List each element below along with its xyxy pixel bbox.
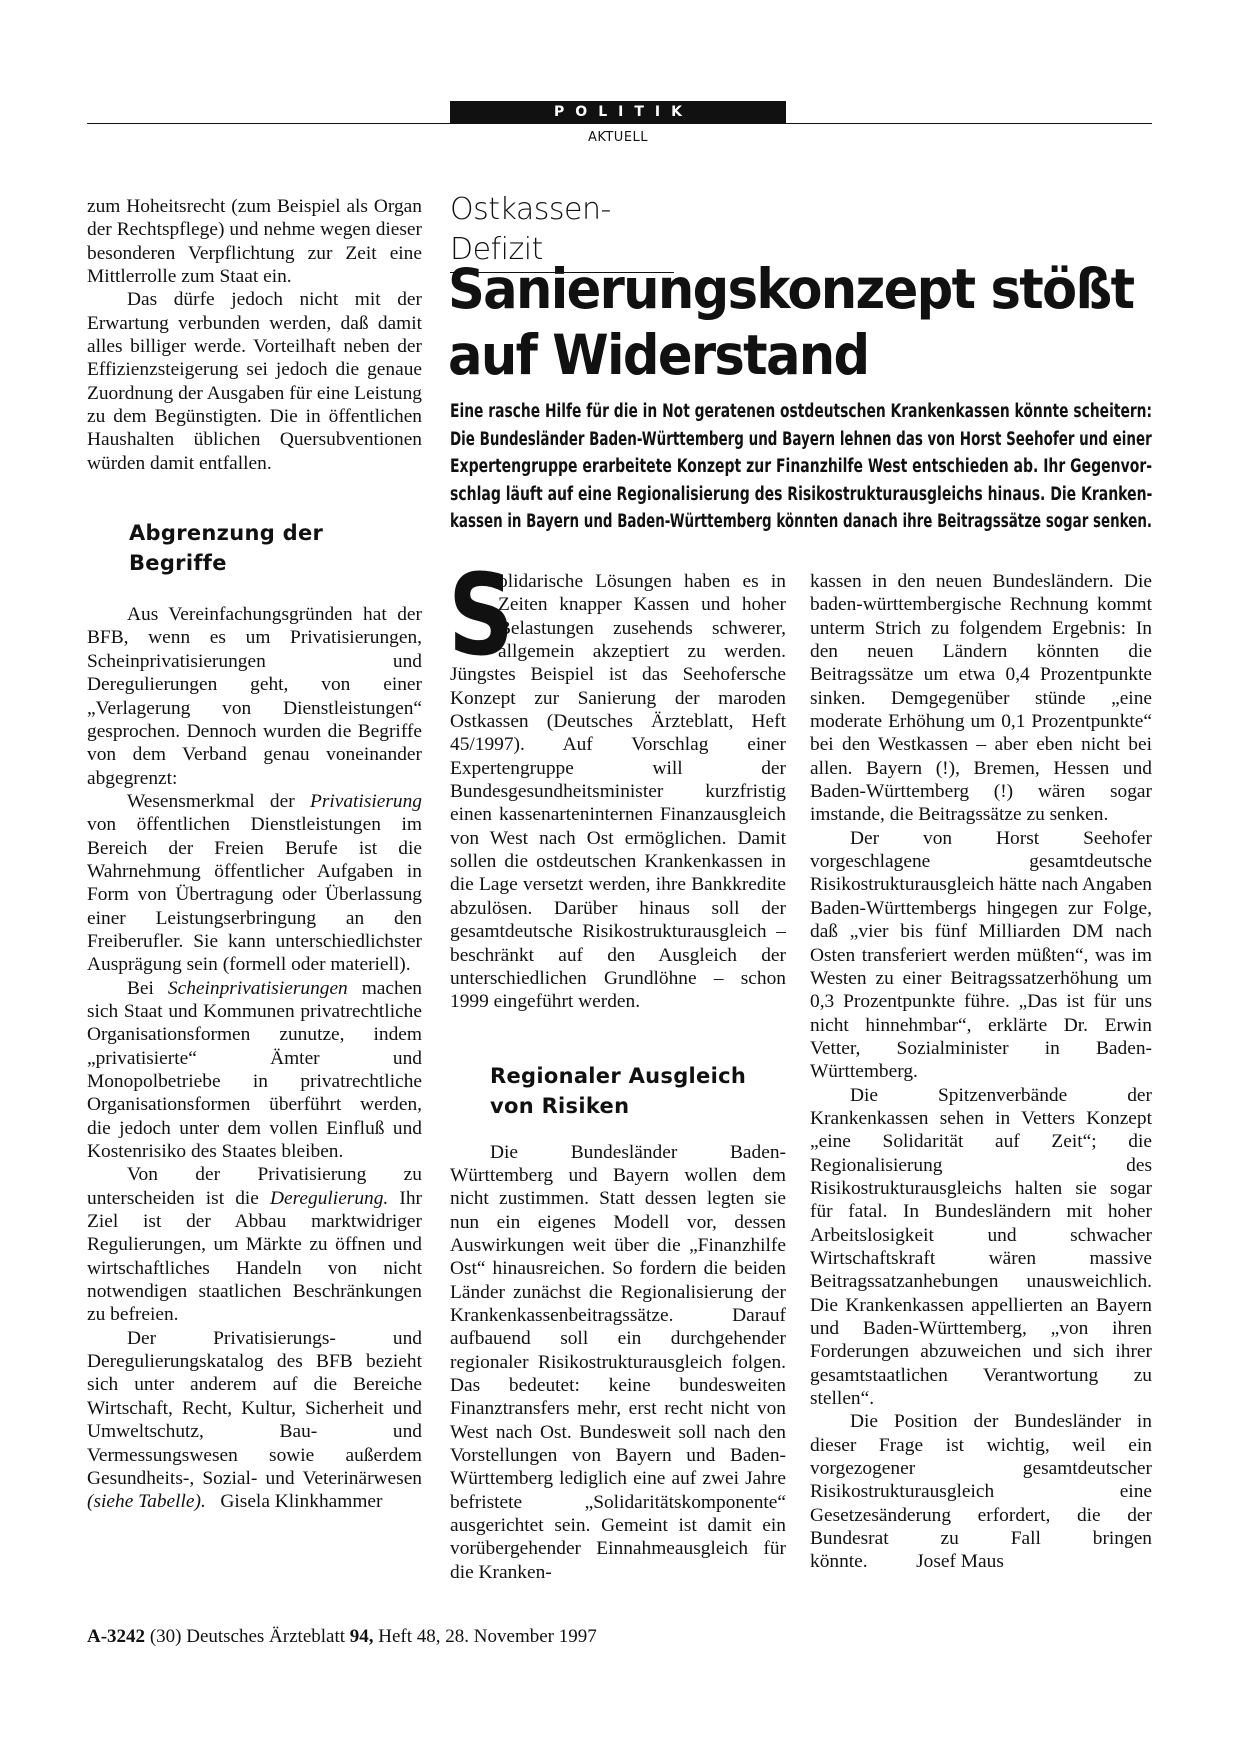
- subheading-line: Begriffe: [129, 551, 227, 576]
- subheading-line: Regionaler Ausgleich: [490, 1063, 747, 1088]
- paragraph: [810, 1410, 1152, 1573]
- paragraph: Die Spitzenverbände der Krankenkassen sehen in Vetters Konzept „eine Solidarität auf Zeit“; die Regionalisierung des Risikostrukturausgleichs halten sie sogar für fatal. In Bundesländern mit hoher Arbeitslosigkeit und schwacher Wirtschaftskraft wären massive Beitragssatzanhebungen unausweichlich. Die Krankenkassen appellierten an Bayern und Baden-Württemberg, „von ihren Forderungen abzuweichen und sich ihrer gesamtstaatlichen Verantwortung zu stellen“.: [810, 1084, 1152, 1410]
- author: Josef Maus: [916, 1551, 1004, 1573]
- paragraph: Das dürfe jedoch nicht mit der Erwartung verbunden werden, daß damit alles billiger werde. Vorteilhaft neben der Effizienzsteigerung sei jedoch die genaue Zuordnung der Ausgaben für eine Leistung zu dem Begünstigten. Die in öffentlichen Haushalten üblichen Quersubventionen würden damit entfallen.: [87, 289, 422, 474]
- author: Gisela Klinkhammer: [220, 1491, 383, 1513]
- text-run: Die Position der Bundesländer in dieser Frage ist wichtig, weil ein vorgezogener gesamtdeutscher Risikostrukturausgleich eine Gesetzesänderung erfordert, die der Bundesrat zu Fall bringen könnte.: [810, 1411, 1152, 1573]
- text-run: Der Privatisierungs- und Deregulierungskatalog des BFB bezieht sich unter anderem auf die Bereiche Wirtschaft, Recht, Kultur, Sicherheit und Umweltschutz, Bau- und Vermessungswesen sowie außerdem Gesundheits-, Sozial- und Veterinärwesen: [87, 1327, 422, 1489]
- paragraph: kassen in den neuen Bundesländern. Die baden-württembergische Rechnung kommt unterm Strich zu folgendem Ergebnis: In den neuen Ländern könnten die Beitragssätze um etwa 0,4 Prozentpunkte sinken. Demgegenüber stünde „eine moderate Erhöhung um 0,1 Prozentpunkte“ bei den Westkassen – aber eben nicht bei allen. Bayern (!), Bremen, Hessen und Baden-Württemberg (!) wären sogar imstande, die Beitragssätze zu senken.: [810, 571, 1152, 826]
- journal-name: Deutsches Ärzteblatt: [186, 1626, 346, 1647]
- drop-cap: S: [448, 551, 515, 681]
- paragraph: [87, 790, 422, 977]
- lead-line: Eine rasche Hilfe für die in Not geratenen ostdeutschen Krankenkassen könnte scheitern:: [450, 401, 1153, 422]
- lead-line: schlag läuft auf eine Regionalisierung des Risikostrukturausgleichs hinaus. Die Kranken-: [450, 483, 1153, 505]
- emphasis: (siehe Tabelle).: [87, 1491, 206, 1513]
- text-run: machen sich Staat und Kommunen privatrechtliche Organisationsformen zunutze, indem „privatisierte“ Ämter und Monopolbetriebe in privatrechtliche Organisationsformen überführt werden, die jedoch unter dem vollen Einfluß und Kostenrisiko des Staates bleiben.: [87, 977, 423, 1163]
- title-line: Sanierungskonzept stößt: [448, 257, 1134, 321]
- title-line: auf Widerstand: [448, 323, 869, 387]
- header-rule: [87, 123, 1152, 124]
- lead-line: kassen in Bayern und Baden-Württemberg könnten danach ihre Beitragssätze sogar senken.: [450, 511, 1153, 532]
- paragraph: [87, 1327, 422, 1514]
- emphasis: Privatisierung: [309, 790, 422, 812]
- emphasis: Deregulierung.: [269, 1187, 389, 1209]
- emphasis: Scheinprivatisierungen: [167, 977, 348, 999]
- paragraph: Aus Vereinfachungsgründen hat der BFB, wenn es um Privatisierungen, Scheinprivatisierungen und Deregulierungen geht, von einer „Verlagerung von Dienstleistungen“ gesprochen. Dennoch wurden die Begriffe von dem Verband genau voneinander abgegrenzt:: [87, 604, 422, 789]
- paragraph: Der von Horst Seehofer vorgeschlagene gesamtdeutsche Risikostrukturausgleich hätte nach Angaben Baden-Württembergs hingegen zur Folge, daß „vier bis fünf Milliarden DM nach Osten transferiert werden müßten“, was im Westen zu einer Beitragssatzerhöhung um 0,3 Prozentpunkte führe. „Das ist für uns nicht hinnehmbar“, erklärte Dr. Erwin Vetter, Sozialminister in Baden-Württemberg.: [810, 827, 1152, 1083]
- lead-line: Expertengruppe erarbeitete Konzept zur Finanzhilfe West entschieden ab. Ihr Gegenvor-: [450, 456, 1153, 477]
- article-column-1: [448, 551, 786, 1584]
- article-title: [448, 256, 1134, 388]
- lead-line: Die Bundesländer Baden-Württemberg und Bayern lehnen das von Horst Seehofer und einer: [450, 428, 1152, 450]
- subheading: [490, 1061, 786, 1121]
- text-run: olidarische Lösungen haben es in Zeiten knapper Kassen und hoher Belastungen zusehends schwerer, allgemein akzeptiert zu werden. Jüngstes Beispiel ist das Seehofersche Konzept zur Sanierung der maroden Ostkassen (Deutsches Ärzteblatt, Heft 45/1997). Auf Vorschlag einer Expertengruppe will der Bundesgesundheitsminister kurzfristig einen kassenarteninternen Finanzausgleich von West nach Ost ermöglichen. Damit sollen die ostdeutschen Krankenkassen in die Lage versetzt werden, ihre Bankkredite abzulösen. Darüber hinaus soll der gesamtdeutsche Risikostrukturausgleich – beschränkt auf den Ausgleich der unterschiedlichen Grundlöhne – schon 1999 eingeführt werden.: [450, 571, 786, 1013]
- article-kicker: Ostkassen-Defizit: [450, 190, 674, 273]
- subheading: [129, 518, 422, 578]
- paragraph: [448, 551, 786, 1014]
- journal-issue: Heft 48, 28. November 1997: [378, 1626, 597, 1647]
- journal-volume: 94,: [349, 1626, 374, 1647]
- text-run: Wesensmerkmal der: [127, 790, 310, 812]
- page-footer: [87, 1626, 597, 1648]
- paragraph: zum Hoheitsrecht (zum Beispiel als Organ der Rechtspflege) und nehme wegen dieser besonderen Verpflichtung zur Zeit eine Mittlerrolle zum Staat ein.: [87, 196, 422, 288]
- text-run: Bei: [127, 977, 168, 999]
- text-run: von öffentlichen Dienstleistungen im Bereich der Freien Berufe ist die Wahrnehmung öffentlicher Aufgaben in Form von Übertragung oder Überlassung einer Leistungserbringung an den Freiberufler. Sie kann unterschiedlichster Ausprägung sein (formell oder materiell).: [87, 814, 422, 976]
- subheading-line: von Risiken: [490, 1093, 630, 1118]
- subheading-line: Abgrenzung der: [129, 521, 324, 546]
- text-run: Ihr Ziel ist der Abbau marktwidriger Regulierungen, um Märkte zu öffnen und wirtschaftliches Handeln von nicht notwendigen staatlichen Beschränkungen zu befreien.: [87, 1187, 422, 1326]
- paragraph: [87, 1163, 422, 1326]
- page-code: A-3242: [87, 1626, 146, 1647]
- article-lead: [450, 398, 1152, 536]
- subsection-label: AKTUELL: [587, 130, 649, 145]
- text-run: Von der Privatisierung zu unterscheiden ist die: [87, 1164, 422, 1209]
- left-column: [87, 195, 422, 1514]
- section-label: POLITIK: [450, 101, 786, 123]
- paragraph: Die Bundesländer Baden-Württemberg und Bayern wollen dem nicht zustimmen. Statt dessen legten sie nun ein eigenes Modell vor, dessen Auswirkungen weit über die „Finanzhilfe Ost“ hinausreichen. So fordern die beiden Länder zunächst die Regionalisierung der Krankenkassenbeitragssätze. Darauf aufbauend soll ein durchgehender regionaler Risikostrukturausgleich folgen. Das bedeutet: keine bundesweiten Finanztransfers mehr, erst recht nicht von West nach Ost. Bundesweit soll nach den Vorstellungen von Bayern und Baden-Württemberg lediglich eine auf zwei Jahre befristete „Solidaritätskomponente“ ausgerichtet sein. Gemeint ist damit ein vorübergehender Einnahmeausgleich für die Kranken-: [450, 1141, 786, 1583]
- page-number: (30): [149, 1626, 182, 1647]
- paragraph: [87, 977, 422, 1164]
- article-column-2: [810, 570, 1152, 1574]
